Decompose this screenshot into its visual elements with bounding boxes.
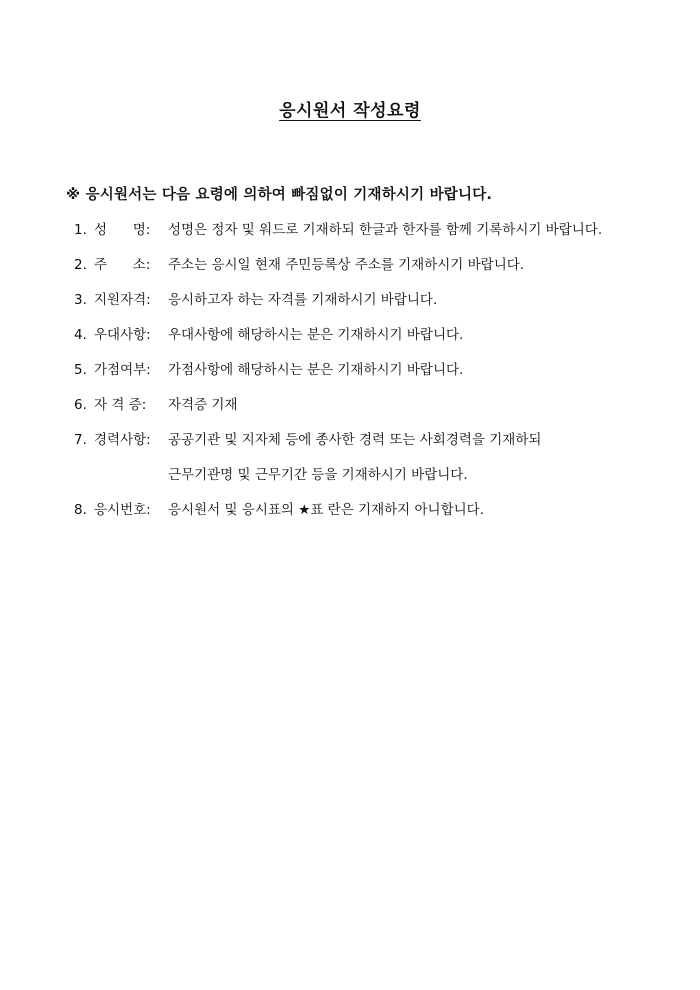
instruction-list: [74, 221, 602, 536]
item-label: 자 격 증:: [94, 397, 147, 413]
item-description: 자격증 기재: [168, 397, 238, 413]
document-title: [0, 96, 700, 121]
item-description: 가점사항에 해당하시는 분은 기재하시기 바랍니다.: [168, 362, 464, 378]
item-number: 7.: [74, 432, 87, 448]
list-item: [74, 501, 602, 519]
item-label: 응시번호:: [94, 502, 151, 518]
item-number: 4.: [74, 327, 87, 343]
item-description: 우대사항에 해당하시는 분은 기재하시기 바랍니다.: [168, 327, 464, 343]
item-label: 주 소:: [94, 257, 151, 273]
item-description: 응시원서 및 응시표의 ★표 란은 기재하지 아니합니다.: [168, 502, 485, 518]
list-item: [74, 396, 602, 414]
document-title-text: 응시원서 작성요령: [279, 101, 421, 121]
list-item: [74, 431, 602, 484]
item-description-block: [168, 431, 541, 484]
notice-text: ※ 응시원서는 다음 요령에 의하여 빠짐없이 기재하시기 바랍니다.: [66, 187, 493, 203]
item-label: 가점여부:: [94, 362, 151, 378]
item-number: 1.: [74, 222, 87, 238]
item-number: 5.: [74, 362, 87, 378]
item-description: 공공기관 및 지자체 등에 종사한 경력 또는 사회경력을 기재하되: [168, 432, 542, 448]
list-item: [74, 361, 602, 379]
item-number: 3.: [74, 292, 87, 308]
list-item: [74, 256, 602, 274]
item-number: 2.: [74, 257, 87, 273]
item-number: 8.: [74, 502, 87, 518]
item-description: 응시하고자 하는 자격를 기재하시기 바랍니다.: [168, 292, 438, 308]
list-item: [74, 291, 602, 309]
item-number: 6.: [74, 397, 87, 413]
list-item: [74, 221, 602, 239]
list-item: [74, 326, 602, 344]
item-description-continued: 근무기관명 및 근무기간 등을 기재하시기 바랍니다.: [168, 467, 468, 483]
item-label: 경력사항:: [94, 432, 151, 448]
item-label: 성 명:: [94, 222, 151, 238]
item-label: 우대사항:: [94, 327, 151, 343]
item-label: 지원자격:: [94, 292, 151, 308]
item-description: 성명은 정자 및 워드로 기재하되 한글과 한자를 함께 기록하시기 바랍니다.: [168, 222, 603, 238]
item-description: 주소는 응시일 현재 주민등록상 주소를 기재하시기 바랍니다.: [168, 257, 525, 273]
